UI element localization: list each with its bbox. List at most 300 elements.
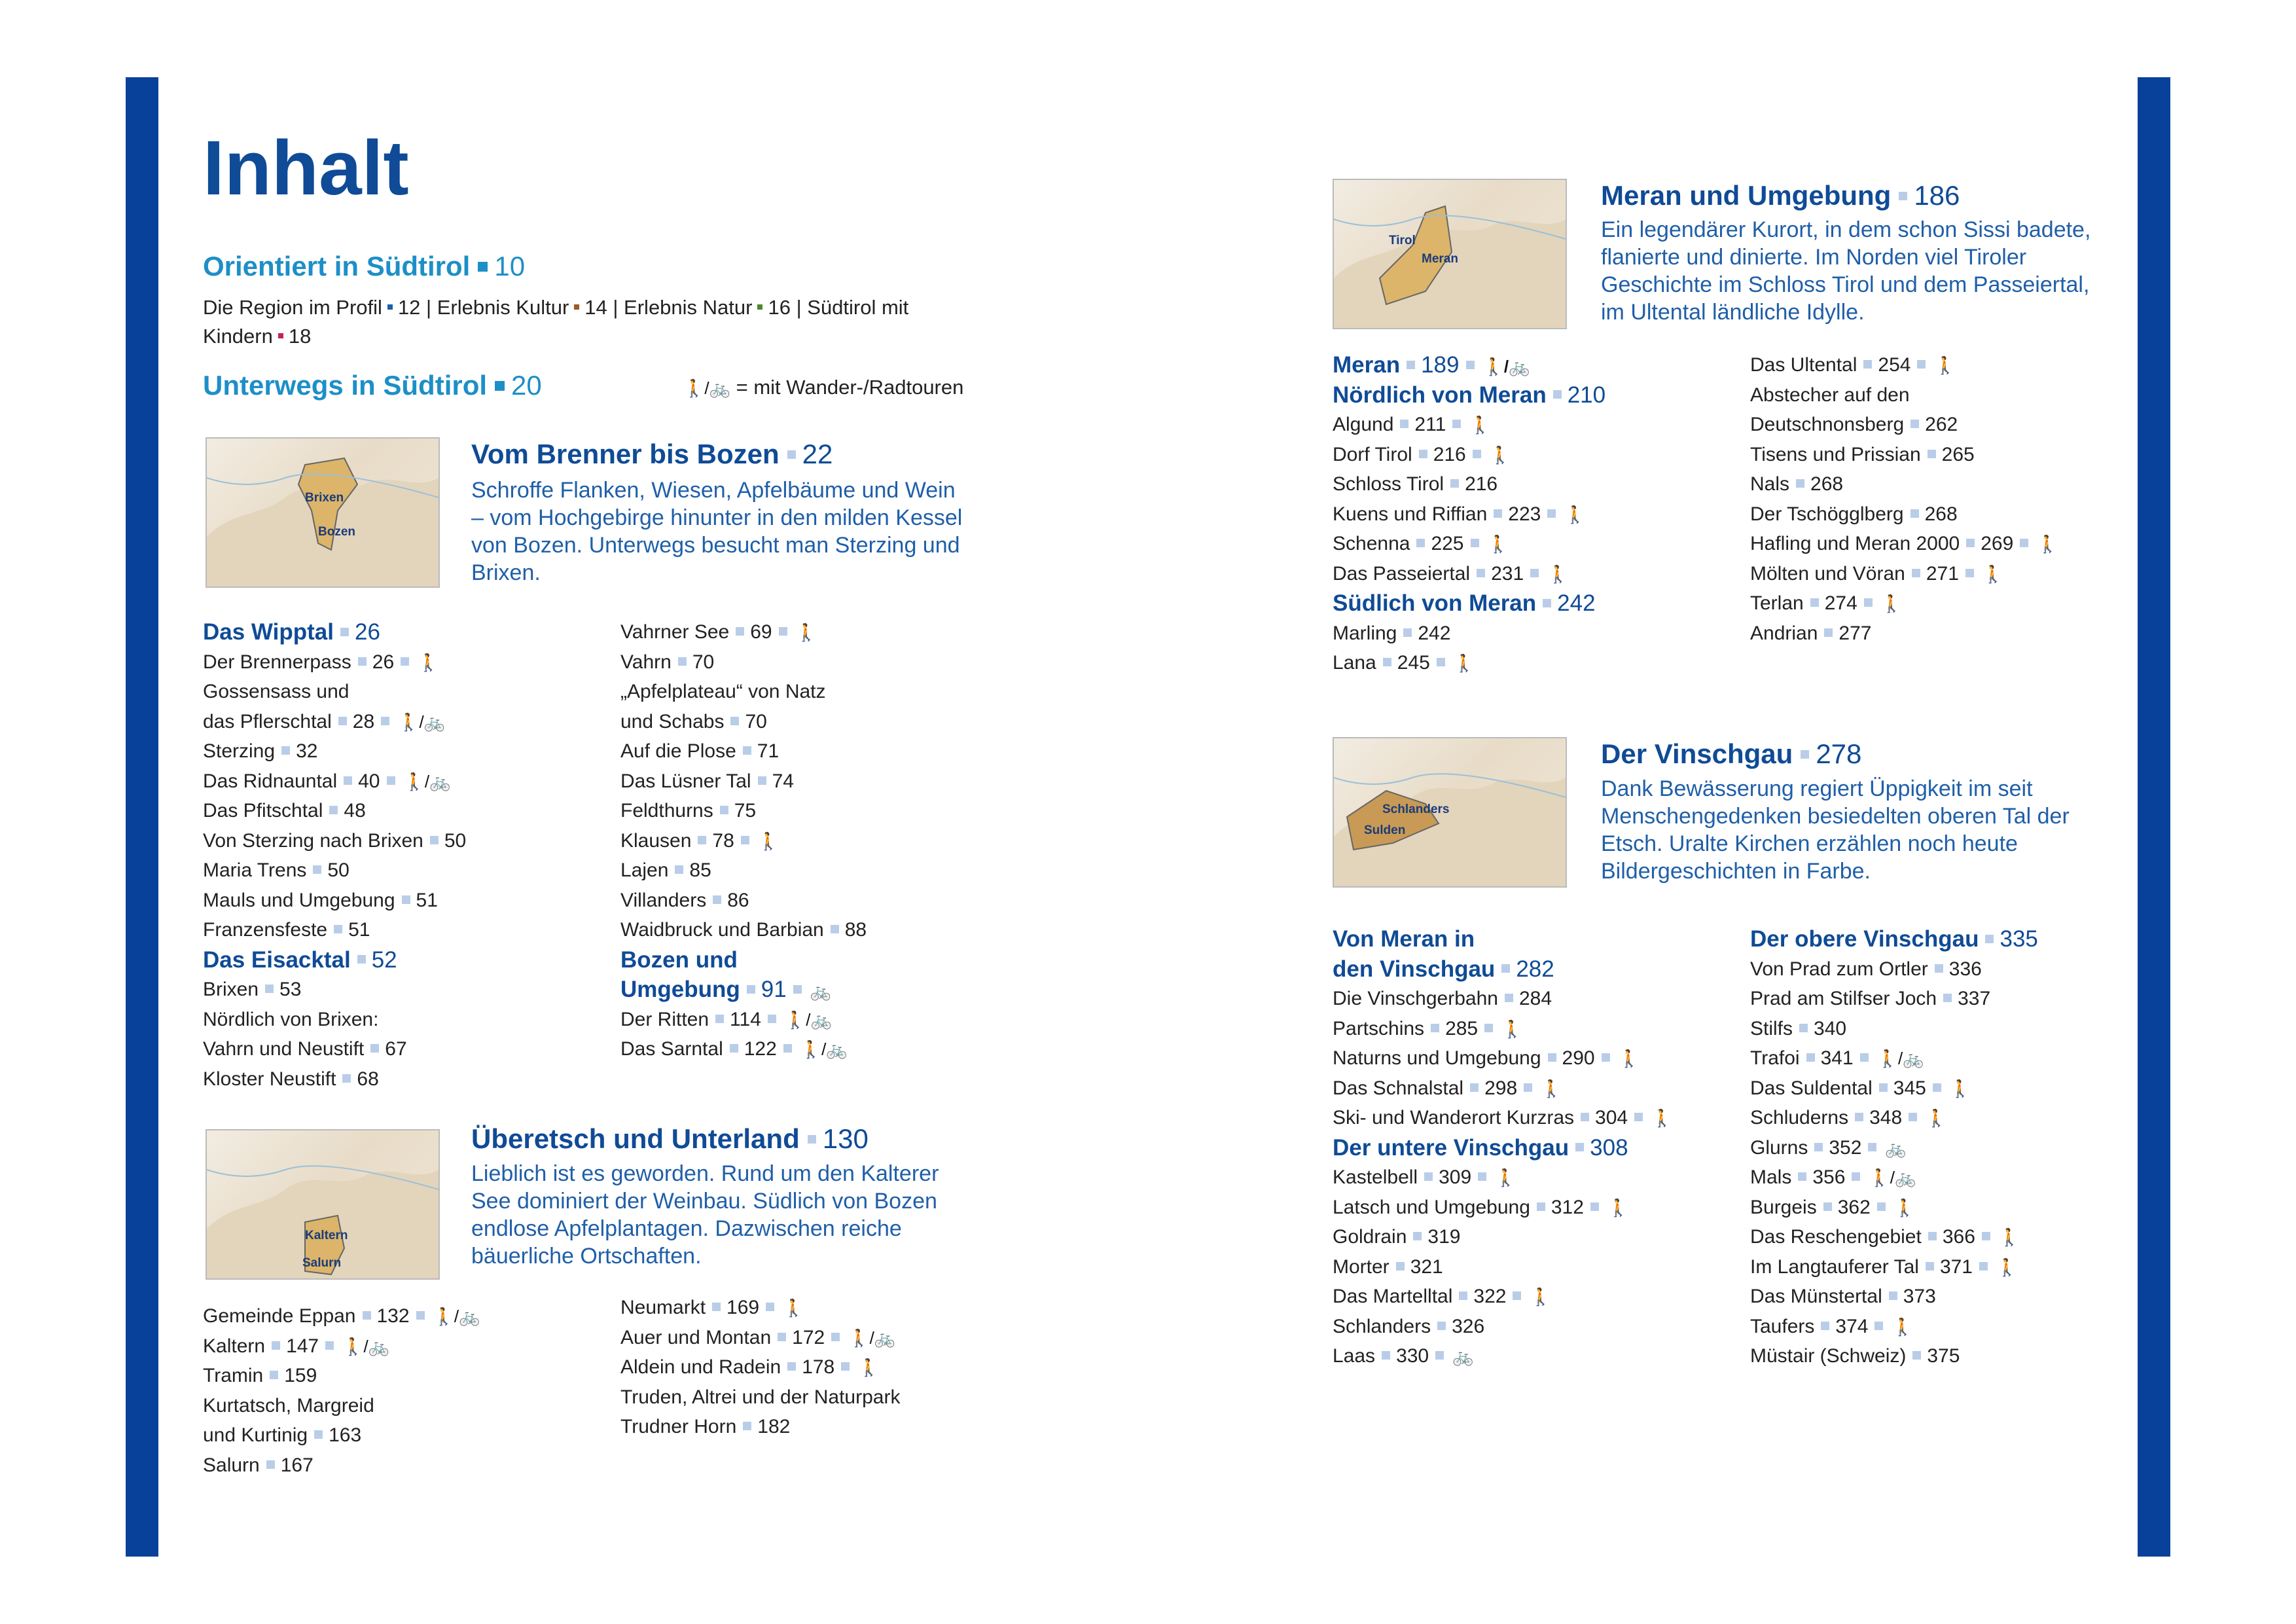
toc-entry[interactable]: [1750, 440, 2156, 470]
toc-entry-title: Das Reschengebiet: [1750, 1226, 1922, 1248]
toc-entry[interactable]: [1750, 350, 2156, 380]
bullet-square: [730, 717, 739, 725]
toc-entry-title: „Apfelplateau“ von Natz: [620, 681, 826, 702]
intro-text-a: Die Region im Profil: [203, 296, 382, 319]
bullet-square: [1889, 1291, 1897, 1300]
feature-description: Dank Bewässerung regiert Üppigkeit im seit Menschengedenken besiedelten oberen Tal der Etsch. Uralte Kirchen erzählen noch heute Bildergeschichten in Farbe.: [1601, 776, 2070, 884]
toc-entry[interactable]: [1750, 529, 2156, 559]
intro-page-d: 18: [288, 325, 312, 348]
hiking-icon: 🚶: [1541, 1078, 1562, 1098]
toc-entry[interactable]: [1750, 1163, 2156, 1193]
intro-page-a: 12 | Erlebnis Kultur: [397, 296, 569, 319]
toc-entry-title: Umgebung: [620, 977, 740, 1002]
hike-bike-icon: 🚶/🚲: [342, 1336, 390, 1356]
toc-entry[interactable]: [1333, 440, 1738, 470]
toc-entry[interactable]: [1333, 410, 1738, 440]
toc-entry[interactable]: [620, 1352, 1026, 1382]
toc-entry[interactable]: [1333, 984, 1738, 1014]
bullet-square: [841, 1362, 850, 1371]
toc-entry[interactable]: [1333, 1252, 1738, 1282]
intro-text-b: Kindern: [203, 325, 273, 348]
toc-entry-title: Klausen: [620, 829, 692, 852]
bullet-square: [768, 1015, 776, 1023]
bullet-square: [1537, 1202, 1545, 1211]
toc-entry[interactable]: [203, 796, 609, 826]
feature-page: 22: [802, 439, 833, 469]
hike-bike-icon: 🚶/🚲: [683, 378, 730, 398]
bullet-square: [1450, 479, 1459, 488]
toc-entry-title: Mals: [1750, 1166, 1792, 1188]
toc-entry[interactable]: [1333, 1341, 1738, 1371]
toc-entry[interactable]: [620, 796, 1026, 826]
unterwegs-heading[interactable]: [203, 370, 542, 401]
bike-icon: 🚲: [810, 981, 832, 1001]
toc-entry-page: 26: [355, 619, 380, 645]
legend: [681, 376, 963, 399]
toc-entry-page: 75: [734, 800, 757, 821]
hiking-icon: 🚶: [757, 831, 780, 851]
bullet-square: [266, 1460, 275, 1469]
toc-entry-page: 304: [1595, 1107, 1628, 1128]
toc-entry[interactable]: [620, 647, 1026, 677]
bullet-square: [720, 806, 728, 814]
green-square: [757, 304, 762, 310]
toc-entry-title: Kuens und Riffian: [1333, 503, 1488, 525]
toc-entry-page: 282: [1516, 956, 1554, 982]
toc-entry[interactable]: [203, 1420, 609, 1451]
toc-entry-title: Mauls und Umgebung: [203, 889, 395, 911]
bullet-square: [779, 627, 787, 636]
feature-title[interactable]: [471, 439, 833, 470]
toc-entry[interactable]: [203, 856, 609, 886]
toc-entry-page: 319: [1427, 1226, 1461, 1248]
bullet-square: [1513, 1291, 1521, 1300]
toc-entry-title: Lajen: [620, 859, 669, 881]
toc-entry[interactable]: [1333, 559, 1738, 589]
toc-entry[interactable]: [203, 767, 609, 797]
bullet-square: [1979, 1262, 1988, 1271]
toc-entry[interactable]: [1333, 1222, 1738, 1252]
toc-entry[interactable]: [1750, 1252, 2156, 1282]
map-label: Meran: [1422, 252, 1458, 266]
hiking-icon: 🚶: [1501, 1019, 1523, 1039]
toc-entry-title: Nals: [1750, 473, 1790, 495]
toc-entry-title: Schloss Tirol: [1333, 473, 1444, 495]
bike-icon: 🚲: [1885, 1138, 1907, 1158]
hiking-icon: 🚶: [1892, 1316, 1913, 1337]
toc-subheading[interactable]: [203, 945, 609, 975]
hiking-icon: 🚶: [1618, 1049, 1640, 1068]
bullet-square: [313, 865, 321, 874]
toc-entry[interactable]: [203, 677, 609, 707]
toc-entry-page: 78: [712, 829, 734, 852]
hike-bike-icon: 🚶/🚲: [848, 1327, 896, 1348]
hiking-icon: 🚶: [1489, 444, 1511, 465]
toc-entry[interactable]: [1750, 1043, 2156, 1074]
toc-entry-title: Das Ultental: [1750, 354, 1857, 376]
toc-entry-title: Hafling und Meran 2000: [1750, 533, 1960, 554]
toc-subheading[interactable]: [1333, 1133, 1738, 1163]
hike-bike-icon: 🚶/🚲: [433, 1307, 480, 1326]
bullet-square: [1407, 361, 1415, 369]
toc-entry-page: 268: [1810, 473, 1844, 495]
toc-entry-title: Kurtatsch, Margreid: [203, 1394, 374, 1416]
toc-entry[interactable]: [1333, 1074, 1738, 1104]
bullet-square: [713, 895, 721, 904]
toc-entry-page: 271: [1926, 562, 1959, 585]
toc-list: [1333, 924, 1738, 1371]
bullet-square: [1382, 1351, 1390, 1360]
toc-entry-page: 169: [726, 1297, 760, 1318]
toc-entry[interactable]: [203, 1005, 609, 1035]
toc-entry[interactable]: [1750, 1133, 2156, 1163]
toc-entry-title: und Schabs: [620, 710, 725, 732]
toc-entry[interactable]: [203, 647, 609, 677]
bullet-square: [831, 925, 839, 933]
toc-entry-title: Abstecher auf den: [1750, 384, 1910, 406]
bullet-square: [1431, 1024, 1439, 1032]
toc-entry-title: Bozen und: [620, 947, 738, 973]
bullet-square: [1437, 1322, 1446, 1330]
bullet-square: [1590, 1202, 1599, 1211]
toc-list: [203, 617, 609, 1094]
bullet-square: [766, 1303, 774, 1311]
toc-entry-page: 242: [1557, 590, 1596, 616]
toc-entry-title: Salurn: [203, 1454, 260, 1476]
toc-entry[interactable]: [620, 677, 1026, 707]
unterwegs-page: 20: [511, 370, 542, 401]
toc-entry-page: 341: [1820, 1047, 1854, 1069]
toc-entry-page: 242: [1418, 622, 1451, 644]
orientiert-page: 10: [494, 251, 526, 281]
toc-entry[interactable]: [1750, 469, 2156, 499]
toc-entry[interactable]: [1333, 469, 1738, 499]
toc-entry-page: 53: [279, 979, 302, 1000]
hiking-icon: 🚶: [1495, 1168, 1516, 1187]
toc-entry-page: 326: [1452, 1315, 1485, 1337]
toc-entry-page: 285: [1445, 1017, 1479, 1039]
toc-entry-title: Der untere Vinschgau: [1333, 1134, 1570, 1161]
toc-entry[interactable]: [620, 1412, 1026, 1442]
bullet-square: [1912, 1351, 1921, 1360]
bullet-square: [1452, 420, 1461, 428]
toc-entry[interactable]: [620, 707, 1026, 737]
bullet-square: [1926, 1262, 1934, 1271]
bullet-square: [1524, 1083, 1532, 1092]
toc-entry[interactable]: [203, 1034, 609, 1064]
bullet-square: [1943, 994, 1952, 1002]
bullet-square: [1796, 479, 1804, 488]
toc-entry[interactable]: [620, 617, 1026, 647]
hiking-icon: 🚶: [1982, 564, 2004, 584]
toc-entry[interactable]: [620, 1034, 1026, 1064]
bullet-square: [1899, 192, 1907, 200]
toc-entry[interactable]: [1750, 1222, 2156, 1252]
toc-entry-page: 216: [1465, 473, 1498, 495]
bullet-square: [270, 1371, 278, 1379]
toc-subheading[interactable]: [1333, 350, 1738, 380]
toc-entry-page: 274: [1824, 592, 1857, 614]
hiking-icon: 🚶: [1487, 534, 1509, 554]
toc-entry[interactable]: [203, 707, 609, 737]
toc-entry[interactable]: [1750, 984, 2156, 1014]
toc-entry-page: 52: [371, 947, 397, 973]
toc-entry[interactable]: [203, 1391, 609, 1421]
toc-entry-page: 122: [744, 1038, 777, 1060]
bullet-square: [741, 836, 749, 844]
toc-entry-title: Franzensfeste: [203, 919, 328, 941]
toc-entry[interactable]: [1750, 1014, 2156, 1044]
toc-entry-title: Die Vinschgerbahn: [1333, 988, 1498, 1009]
toc-entry-page: 167: [280, 1454, 314, 1476]
map-thumbnail: [1333, 737, 1567, 888]
bullet-square: [1505, 994, 1513, 1002]
toc-entry[interactable]: [1750, 1282, 2156, 1312]
toc-entry-page: 51: [348, 919, 370, 941]
bullet-square: [1477, 569, 1485, 577]
bullet-square: [1966, 539, 1975, 547]
toc-list: [620, 617, 1026, 1064]
toc-entry[interactable]: [1750, 619, 2156, 649]
toc-entry[interactable]: [1750, 1341, 2156, 1371]
toc-entry-page: 298: [1484, 1077, 1518, 1099]
toc-entry-page: 269: [1981, 533, 2014, 554]
toc-entry[interactable]: [203, 1331, 609, 1362]
toc-entry-page: 225: [1431, 533, 1464, 554]
toc-entry-title: Burgeis: [1750, 1196, 1817, 1218]
feature-title[interactable]: [471, 1123, 869, 1155]
toc-entry[interactable]: [203, 1361, 609, 1391]
toc-subheading[interactable]: [1333, 924, 1738, 954]
toc-entry-title: und Kurtinig: [203, 1424, 308, 1446]
toc-entry[interactable]: [1750, 1312, 2156, 1342]
map-thumbnail: [206, 1129, 440, 1280]
toc-entry-page: 189: [1421, 352, 1460, 378]
toc-subheading[interactable]: [1333, 380, 1738, 410]
bullet-square: [1547, 509, 1556, 518]
toc-entry[interactable]: [620, 767, 1026, 797]
toc-entry-title: Ski- und Wanderort Kurzras: [1333, 1107, 1575, 1128]
toc-entry-page: 309: [1439, 1166, 1472, 1188]
toc-entry[interactable]: [620, 915, 1026, 945]
toc-entry[interactable]: [1750, 1193, 2156, 1223]
toc-entry-page: 28: [352, 710, 375, 732]
feature-page: 186: [1914, 180, 1960, 211]
toc-entry-title: Das Schnalstal: [1333, 1077, 1464, 1099]
hiking-icon: 🚶: [1469, 415, 1491, 435]
toc-entry[interactable]: [1750, 380, 2156, 410]
bullet-square: [1471, 539, 1479, 547]
toc-subheading[interactable]: [620, 975, 1026, 1005]
toc-entry-title: Kloster Neustift: [203, 1068, 336, 1090]
toc-entry-page: 86: [727, 889, 749, 911]
bullet-square: [1581, 1113, 1589, 1121]
toc-entry-title: Das Passeiertal: [1333, 562, 1471, 585]
toc-subheading[interactable]: [1333, 954, 1738, 984]
feature-title-text: Der Vinschgau: [1601, 738, 1793, 769]
toc-entry-title: Vahrn: [620, 651, 672, 673]
hiking-icon: 🚶: [858, 1358, 880, 1377]
bullet-square: [1801, 750, 1809, 759]
bullet-square: [1543, 599, 1551, 607]
toc-entry-title: Latsch und Umgebung: [1333, 1196, 1530, 1218]
toc-entry-title: Vahrn und Neustift: [203, 1038, 365, 1060]
bullet-square: [1982, 1232, 1990, 1240]
feature-page: 130: [822, 1123, 869, 1154]
map-label: Bozen: [318, 525, 355, 539]
toc-list: [1333, 350, 1738, 678]
toc-entry[interactable]: [620, 1323, 1026, 1353]
toc-entry[interactable]: [620, 1382, 1026, 1413]
bullet-square: [1634, 1113, 1643, 1121]
bullet-square: [1437, 658, 1445, 666]
toc-entry-title: Schenna: [1333, 533, 1410, 554]
bullet-square: [1530, 569, 1539, 577]
toc-entry-page: 223: [1508, 503, 1541, 525]
bullet-square: [1824, 628, 1833, 637]
toc-entry[interactable]: [1333, 1193, 1738, 1223]
toc-entry[interactable]: [620, 736, 1026, 767]
toc-entry[interactable]: [1750, 1103, 2156, 1133]
toc-entry[interactable]: [1750, 410, 2156, 440]
toc-entry[interactable]: [203, 886, 609, 916]
toc-entry-page: 265: [1941, 443, 1975, 465]
toc-entry[interactable]: [1333, 1014, 1738, 1044]
toc-entry-title: Von Sterzing nach Brixen: [203, 829, 423, 852]
bullet-square: [1435, 1351, 1444, 1360]
bullet-square: [416, 1311, 425, 1320]
toc-entry-title: Schluderns: [1750, 1107, 1849, 1128]
toc-entry-page: 231: [1491, 562, 1524, 585]
bullet-square: [783, 1044, 792, 1053]
toc-entry[interactable]: [620, 1005, 1026, 1035]
toc-entry-page: 262: [1925, 414, 1958, 435]
toc-entry-page: 374: [1835, 1315, 1869, 1337]
toc-entry-page: 182: [757, 1416, 791, 1437]
toc-entry[interactable]: [620, 886, 1026, 916]
toc-entry[interactable]: [1333, 1282, 1738, 1312]
intro-page-b: 14 | Erlebnis Natur: [584, 296, 753, 319]
hiking-icon: 🚶: [1934, 355, 1956, 375]
toc-entry-title: Andrian: [1750, 622, 1818, 644]
toc-entry-page: 68: [357, 1068, 379, 1090]
toc-entry-page: 50: [444, 829, 467, 852]
toc-entry[interactable]: [1333, 1043, 1738, 1074]
toc-entry[interactable]: [620, 1293, 1026, 1323]
toc-entry-page: 67: [385, 1038, 407, 1060]
bullet-square: [1910, 509, 1919, 518]
toc-entry[interactable]: [1333, 499, 1738, 530]
toc-subheading[interactable]: [203, 617, 609, 647]
hiking-icon: 🚶: [1949, 1078, 1971, 1098]
toc-entry[interactable]: [1333, 1312, 1738, 1342]
hiking-icon: 🚶: [1998, 1227, 2020, 1247]
hike-bike-icon: 🚶/🚲: [784, 1009, 832, 1030]
toc-entry-title: Sterzing: [203, 740, 276, 762]
toc-entry[interactable]: [203, 826, 609, 856]
legend-text: = mit Wander-/Radtouren: [736, 376, 964, 399]
toc-entry[interactable]: [203, 975, 609, 1005]
bullet-square: [1400, 420, 1408, 428]
bullet-square: [2020, 539, 2028, 547]
hiking-icon: 🚶: [1607, 1197, 1629, 1218]
toc-entry[interactable]: [203, 1451, 609, 1481]
toc-entry[interactable]: [1750, 559, 2156, 589]
toc-entry[interactable]: [1333, 529, 1738, 559]
toc-entry-title: Das Eisacktal: [203, 947, 351, 973]
bullet-square: [1814, 1143, 1823, 1151]
feature-title[interactable]: [1601, 738, 1861, 770]
hiking-icon: 🚶: [2037, 534, 2058, 554]
bullet-square: [1494, 509, 1502, 518]
toc-subheading[interactable]: [1750, 924, 2156, 954]
toc-entry[interactable]: [203, 736, 609, 767]
toc-entry[interactable]: [1333, 1103, 1738, 1133]
toc-entry[interactable]: [1750, 1074, 2156, 1104]
toc-entry-title: Das Sarntal: [620, 1038, 723, 1060]
toc-subheading[interactable]: [1333, 588, 1738, 619]
toc-entry[interactable]: [1333, 619, 1738, 649]
toc-entry-page: 352: [1829, 1136, 1862, 1159]
bullet-square: [1396, 1262, 1405, 1271]
toc-entry-page: 210: [1567, 382, 1606, 408]
bullet-square: [730, 1044, 738, 1053]
blue-square: [387, 304, 393, 310]
orientiert-heading[interactable]: [203, 251, 525, 282]
toc-entry[interactable]: [1750, 954, 2156, 984]
hiking-icon: 🚶: [1926, 1108, 1947, 1128]
toc-entry-page: 70: [745, 710, 767, 732]
toc-entry-title: Schlanders: [1333, 1315, 1431, 1337]
bullet-square: [1863, 360, 1872, 369]
toc-entry[interactable]: [203, 1301, 609, 1331]
bullet-square: [342, 1074, 351, 1083]
toc-entry[interactable]: [1333, 648, 1738, 678]
feature-description: Schroffe Flanken, Wiesen, Apfelbäume und Wein – vom Hochgebirge hinunter in den milden Kessel von Bozen. Unterwegs besucht man Sterzing und Brixen.: [471, 478, 963, 585]
toc-entry[interactable]: [203, 915, 609, 945]
feature-title[interactable]: [1601, 180, 1960, 211]
hike-bike-icon: 🚶/🚲: [800, 1039, 848, 1059]
toc-entry[interactable]: [203, 1064, 609, 1094]
toc-entry-page: 330: [1396, 1345, 1429, 1367]
toc-entry-title: Gossensass und: [203, 681, 350, 702]
toc-entry-title: Kastelbell: [1333, 1166, 1418, 1188]
bullet-square: [265, 984, 274, 993]
toc-entry-title: Das Martelltal: [1333, 1286, 1453, 1307]
toc-entry-page: 70: [692, 651, 715, 673]
bullet-square: [1484, 1024, 1493, 1032]
bullet-square: [1798, 1172, 1806, 1181]
orientiert-intro: [203, 293, 988, 351]
bullet-square: [1478, 1172, 1486, 1181]
toc-entry[interactable]: [1333, 1163, 1738, 1193]
toc-entry-page: 85: [689, 859, 711, 881]
toc-entry-page: 362: [1837, 1196, 1871, 1218]
intro-page-c: 16 | Südtirol mit: [768, 296, 909, 319]
bullet-square: [314, 1430, 323, 1439]
toc-entry[interactable]: [620, 826, 1026, 856]
toc-entry-page: 114: [730, 1008, 761, 1030]
bullet-square: [1424, 1172, 1433, 1181]
toc-subheading[interactable]: [620, 945, 1026, 975]
toc-entry-page: 284: [1518, 988, 1552, 1009]
toc-entry-title: Taufers: [1750, 1315, 1815, 1337]
toc-entry-title: Brixen: [203, 979, 259, 1000]
toc-entry[interactable]: [1750, 588, 2156, 619]
toc-entry-page: 178: [802, 1356, 835, 1378]
toc-entry[interactable]: [1750, 499, 2156, 530]
toc-entry[interactable]: [620, 856, 1026, 886]
